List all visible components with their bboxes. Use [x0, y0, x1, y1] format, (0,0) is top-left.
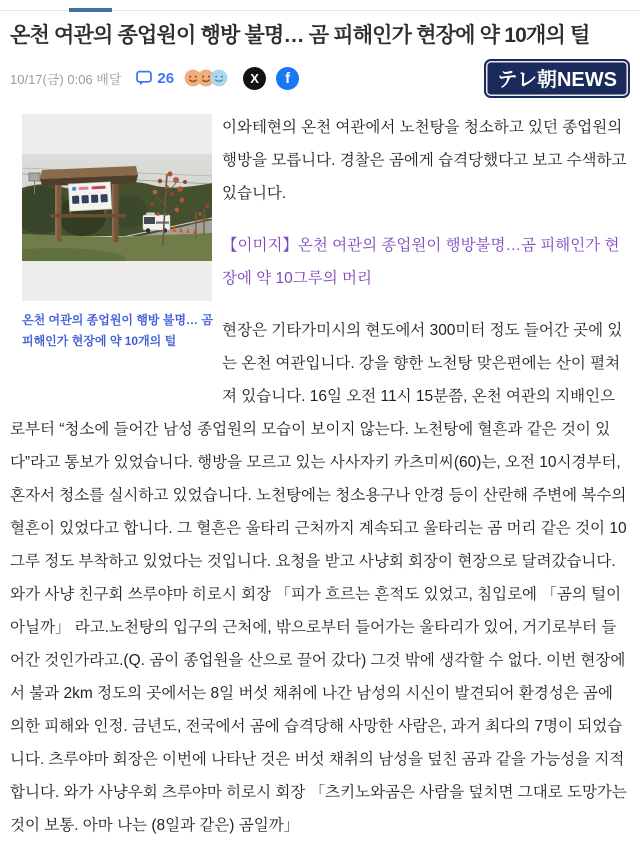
smiling-face-blue-icon [210, 69, 228, 87]
article-thumbnail[interactable] [22, 114, 212, 301]
article-headline: 온천 여관의 종업원이 행방 불명… 곰 피해인가 현장에 약 10개의 털 [10, 24, 590, 47]
facebook-logo-icon: f [285, 69, 291, 87]
onsen-sign [68, 182, 111, 211]
body-paragraph: 현장은 기타가미시의 현도에서 300미터 정도 들어간 곳에 있는 온천 여관입니다. 강을 향한 노천탕 맞은편에는 산이 펼쳐져 있습니다. 16일 오전 11시 15분쯤, 온천 여관의 지배인으로부터 “청소에 들어간 남성 종업원의 모습이 보이지 않는다. 노천탕에 혈흔과 같은 것이 있다”라고 통보가 있었습니다. 행방을 모르고 있는 사사자키 카츠미씨(60)는, 오전 10시경부터, 혼자서 청소를 실시하고 있었습니다. 노천탕에는 청소용구나 안경 등이 산란해 주변에 복수의 혈흔이 있었다고 합니다. 그 혈흔은 울타리 근처까지 계속되고 울타리는 곰 머리 같은 것이 10 그루 정도 부착하고 있었다는 것입니다. 요청을 받고 사냥회 회장이 현장으로 달려갔습니다. 와가 사냥 친구회 쓰루야마 히로시 회장 「피가 흐르는 흔적도 있었고, 침입로에 「곰의 털이 아닐까」 라고.노천탕의 입구의 근처에, 밖으로부터 들어가는 울타리가 있어, 거기로부터 들어간 것인가라고.(Q. 곰이 종업원을 산으로 끌어 갔다) 그것 밖에 생각할 수 없다. 이번 현장에서 불과 2km 정도의 곳에서는 8일 버섯 채취에 나간 남성의 시신이 발견되어 환경성은 곰에 의한 피해와 인정. 금년도, 전국에서 곰에 습격당해 사망한 사람은, 과거 최다의 7명이 되었습니다. 츠루야마 회장은 이번에 나타난 것은 버섯 채취의 남성을 덮친 곰과 같을 가능성을 지적합니다. 와가 사냥우회 츠루야마 히로시 회장 「츠키노와곰은 사람을 덮치면 그대로 도망가는 것이 보통. 아마 나는 (8일과 같은) 곰일까」 [10, 322, 627, 835]
article-photo-block [22, 114, 212, 352]
share-facebook-button[interactable] [276, 67, 299, 90]
comment-bubble-icon [135, 69, 153, 87]
article-meta-row [10, 58, 630, 98]
x-logo-icon: X [250, 70, 259, 86]
image-caption[interactable]: 온천 여관의 종업원이 행방 불명… 곰 피해인가 현장에 약 10개의 털 [22, 313, 213, 349]
comment-count-button[interactable] [135, 69, 174, 87]
tv-asahi-news-logo[interactable]: テレ朝NEWS [484, 59, 630, 98]
lead-paragraph: 이와테현의 온천 여관에서 노천탕을 청소하고 있던 종업원의 행방을 모릅니다. 경찰은 곰에게 습격당했다고 보고 수색하고 있습니다. [222, 119, 627, 203]
reaction-emojis[interactable] [184, 69, 228, 87]
article-body [10, 111, 630, 842]
top-tab-bar [0, 0, 640, 11]
comment-count: 26 [157, 69, 175, 87]
share-x-button[interactable] [243, 67, 266, 90]
image-gallery-link[interactable]: 【이미지】온천 여관의 종업원이 행방불명…곰 피해인가 현장에 약 10그루의 머리 [222, 237, 620, 288]
onsen-gate-photo [22, 154, 212, 261]
publish-date: 10/17(금) 0:06 배달 [10, 71, 122, 87]
active-tab-indicator[interactable] [69, 8, 112, 12]
